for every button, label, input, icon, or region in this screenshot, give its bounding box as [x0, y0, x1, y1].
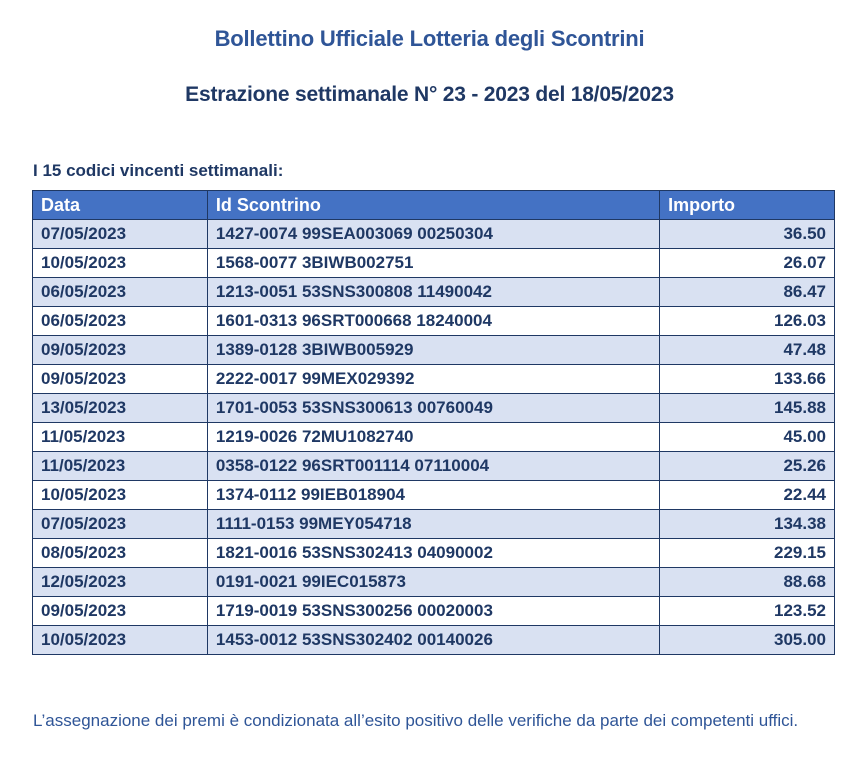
cell-id: 1213-0051 53SNS300808 11490042 [207, 278, 659, 307]
cell-amount: 126.03 [660, 307, 835, 336]
cell-amount: 22.44 [660, 481, 835, 510]
table-row [33, 365, 835, 394]
cell-id: 2222-0017 99MEX029392 [207, 365, 659, 394]
table-row [33, 452, 835, 481]
cell-date: 07/05/2023 [33, 510, 208, 539]
table-row [33, 539, 835, 568]
cell-id: 1427-0074 99SEA003069 00250304 [207, 220, 659, 249]
cell-date: 08/05/2023 [33, 539, 208, 568]
cell-id: 1219-0026 72MU1082740 [207, 423, 659, 452]
table-row [33, 307, 835, 336]
table-body [33, 220, 835, 655]
cell-date: 06/05/2023 [33, 307, 208, 336]
cell-amount: 229.15 [660, 539, 835, 568]
cell-amount: 45.00 [660, 423, 835, 452]
cell-date: 09/05/2023 [33, 336, 208, 365]
cell-id: 0358-0122 96SRT001114 07110004 [207, 452, 659, 481]
cell-date: 13/05/2023 [33, 394, 208, 423]
cell-date: 09/05/2023 [33, 597, 208, 626]
cell-id: 1568-0077 3BIWB002751 [207, 249, 659, 278]
cell-date: 09/05/2023 [33, 365, 208, 394]
cell-amount: 145.88 [660, 394, 835, 423]
cell-date: 10/05/2023 [33, 481, 208, 510]
table-row [33, 394, 835, 423]
cell-amount: 133.66 [660, 365, 835, 394]
table-row [33, 481, 835, 510]
cell-id: 1719-0019 53SNS300256 00020003 [207, 597, 659, 626]
column-header-amount: Importo [660, 191, 835, 220]
cell-date: 11/05/2023 [33, 452, 208, 481]
cell-id: 1111-0153 99MEY054718 [207, 510, 659, 539]
disclaimer-note: L’assegnazione dei premi è condizionata all’esito positivo delle verifiche da parte dei competenti uffici. [33, 711, 799, 730]
cell-id: 1601-0313 96SRT000668 18240004 [207, 307, 659, 336]
table-row [33, 626, 835, 655]
cell-id: 0191-0021 99IEC015873 [207, 568, 659, 597]
cell-date: 10/05/2023 [33, 249, 208, 278]
table-row [33, 278, 835, 307]
cell-id: 1389-0128 3BIWB005929 [207, 336, 659, 365]
cell-id: 1453-0012 53SNS302402 00140026 [207, 626, 659, 655]
table-row [33, 510, 835, 539]
cell-amount: 134.38 [660, 510, 835, 539]
cell-date: 07/05/2023 [33, 220, 208, 249]
table-row [33, 597, 835, 626]
winning-codes-table [32, 190, 835, 655]
cell-amount: 26.07 [660, 249, 835, 278]
cell-amount: 123.52 [660, 597, 835, 626]
table-row [33, 568, 835, 597]
table-row [33, 336, 835, 365]
section-label: I 15 codici vincenti settimanali: [33, 161, 284, 180]
cell-amount: 25.26 [660, 452, 835, 481]
cell-amount: 86.47 [660, 278, 835, 307]
cell-amount: 305.00 [660, 626, 835, 655]
table-row [33, 220, 835, 249]
cell-date: 11/05/2023 [33, 423, 208, 452]
column-header-id: Id Scontrino [207, 191, 659, 220]
cell-date: 12/05/2023 [33, 568, 208, 597]
column-header-date: Data [33, 191, 208, 220]
cell-amount: 47.48 [660, 336, 835, 365]
cell-date: 10/05/2023 [33, 626, 208, 655]
cell-date: 06/05/2023 [33, 278, 208, 307]
page-subtitle: Estrazione settimanale N° 23 - 2023 del 18/05/2023 [185, 83, 674, 106]
cell-id: 1701-0053 53SNS300613 00760049 [207, 394, 659, 423]
cell-id: 1374-0112 99IEB018904 [207, 481, 659, 510]
table-header-row [33, 191, 835, 220]
cell-amount: 88.68 [660, 568, 835, 597]
cell-amount: 36.50 [660, 220, 835, 249]
table-row [33, 249, 835, 278]
cell-id: 1821-0016 53SNS302413 04090002 [207, 539, 659, 568]
table-row [33, 423, 835, 452]
page-title: Bollettino Ufficiale Lotteria degli Scontrini [214, 26, 645, 51]
